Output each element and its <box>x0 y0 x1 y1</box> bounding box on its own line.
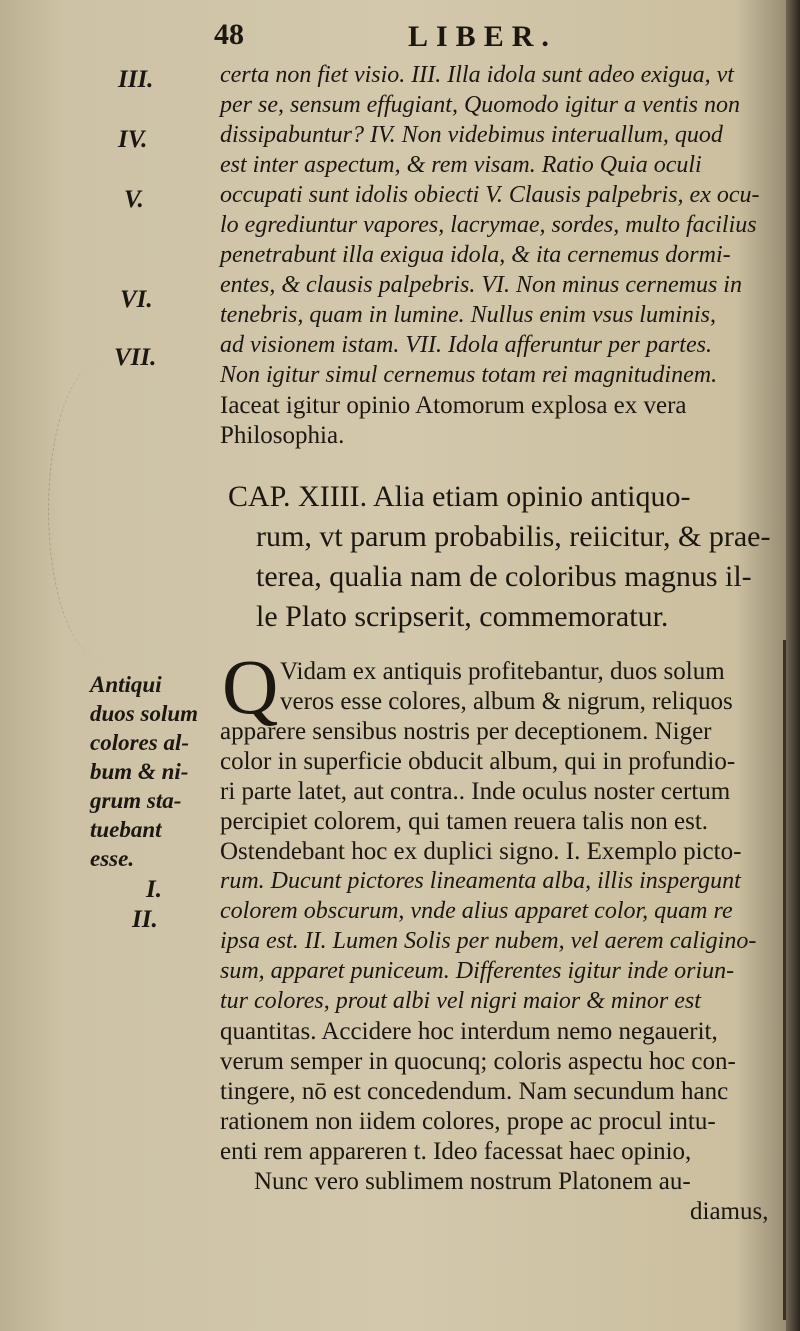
margin-note-line: grum sta- <box>90 788 182 813</box>
chapter-line: CAP. XIIII. Alia etiam opinio antiquo- <box>228 480 691 513</box>
chapter-line: rum, vt parum probabilis, reiicitur, & prae- <box>256 520 771 553</box>
text-line: colorem obscurum, vnde alius apparet color, quam re <box>220 898 733 924</box>
text-line: sum, apparet puniceum. Differentes igitur inde oriun- <box>220 958 735 984</box>
margin-side-note <box>90 670 210 873</box>
page-gutter-shadow <box>786 0 800 1331</box>
text-line: penetrabunt illa exigua idola, & ita cernemus dormi- <box>220 242 731 268</box>
margin-numeral: III. <box>118 66 154 93</box>
margin-note-line: colores al- <box>90 730 190 755</box>
text-line: dissipabuntur? IV. Non videbimus interuallum, quod <box>220 122 723 148</box>
margin-numeral: VII. <box>114 344 157 371</box>
text-line: Non igitur simul cernemus totam rei magnitudinem. <box>220 362 718 388</box>
margin-note-line: esse. <box>90 846 135 871</box>
text-line: quantitas. Accidere hoc interdum nemo negauerit, <box>220 1018 718 1045</box>
text-line: Ostendebant hoc ex duplici signo. I. Exemplo picto- <box>220 838 742 865</box>
text-line: occupati sunt idolis obiecti V. Clausis palpebris, ex ocu- <box>220 182 760 208</box>
margin-numeral: I. <box>146 876 162 903</box>
text-line: ri parte latet, aut contra.. Inde oculus noster certum <box>220 778 731 805</box>
margin-numeral: VI. <box>120 286 153 313</box>
text-line: ad visionem istam. VII. Idola afferuntur per partes. <box>220 332 712 358</box>
text-line: Iaceat igitur opinio Atomorum explosa ex vera <box>220 392 687 419</box>
text-line: lo egrediuntur vapores, lacrymae, sordes, multo facilius <box>220 212 757 238</box>
text-line: color in superficie obducit album, qui in profundio- <box>220 748 736 775</box>
margin-numeral: II. <box>132 906 158 933</box>
paper-stain <box>48 360 159 660</box>
margin-note-line: duos solum <box>90 701 199 726</box>
running-head: LIBER. <box>408 20 557 53</box>
text-line: percipiet colorem, qui tamen reuera talis non est. <box>220 808 709 835</box>
text-line: est inter aspectum, & rem visam. Ratio Quia oculi <box>220 152 702 178</box>
text-line: per se, sensum effugiant, Quomodo igitur a ventis non <box>220 92 740 118</box>
chapter-line: le Plato scripserit, commemoratur. <box>256 600 669 633</box>
text-line: enti rem appareren t. Ideo facessat haec opinio, <box>220 1138 692 1165</box>
text-line: verum semper in quocunq; coloris aspectu hoc con- <box>220 1048 736 1075</box>
margin-note-line: bum & ni- <box>90 759 189 784</box>
margin-note-line: tuebant <box>90 817 162 842</box>
page-header <box>0 18 800 58</box>
text-line: tur colores, prout albi vel nigri maior & minor est <box>220 988 701 1014</box>
text-line: ipsa est. II. Lumen Solis per nubem, vel aerem caligino- <box>220 928 757 954</box>
text-line: veros esse colores, album & nigrum, reliquos <box>280 688 733 715</box>
text-line: Nunc vero sublimem nostrum Platonem au- <box>254 1168 691 1195</box>
text-line: Philosophia. <box>220 422 345 449</box>
margin-numeral: IV. <box>118 126 148 153</box>
drop-cap: Q <box>222 643 279 730</box>
margin-note-line: Antiqui <box>90 672 162 697</box>
text-line: tenebris, quam in lumine. Nullus enim vsus luminis, <box>220 302 716 328</box>
text-line: rationem non iidem colores, prope ac procul intu- <box>220 1108 716 1135</box>
page-rule <box>783 640 786 1320</box>
margin-numeral: V. <box>124 186 144 213</box>
chapter-line: terea, qualia nam de coloribus magnus il- <box>256 560 752 593</box>
text-line: rum. Ducunt pictores lineamenta alba, illis inspergunt <box>220 868 741 894</box>
page-number: 48 <box>214 18 244 51</box>
text-line: entes, & clausis palpebris. VI. Non minus cernemus in <box>220 272 742 298</box>
text-line: Vidam ex antiquis profitebantur, duos solum <box>280 658 725 685</box>
text-line: certa non fiet visio. III. Illa idola sunt adeo exigua, vt <box>220 62 734 88</box>
text-line: tingere, nō est concedendum. Nam secundum hanc <box>220 1078 729 1105</box>
catchword: diamus, <box>690 1198 769 1225</box>
text-line: apparere sensibus nostris per deceptionem. Niger <box>220 718 712 745</box>
